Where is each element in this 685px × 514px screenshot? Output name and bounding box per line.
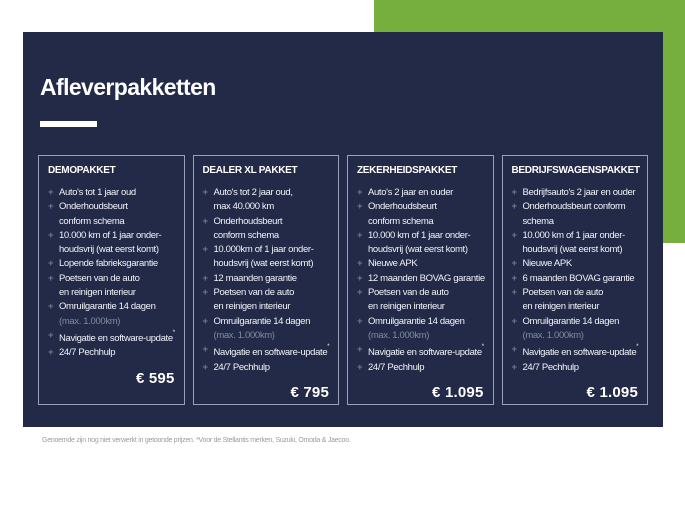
feature-item: [357, 361, 484, 375]
feature-line: + Onderhoudsbeurt conform: [523, 200, 639, 214]
feature-list: [512, 186, 639, 375]
feature-line: houdsvrij (wat eerst komt): [213, 258, 314, 270]
feature-line: conform schema: [59, 215, 125, 227]
feature-item: [512, 286, 639, 315]
feature-line: (max. 1.000km): [522, 329, 584, 341]
plus-bullet-icon: +: [202, 215, 208, 227]
plus-bullet-icon: +: [48, 347, 54, 359]
feature-item: [48, 229, 175, 258]
plus-bullet-icon: +: [202, 287, 208, 299]
feature-line: conform schema: [213, 229, 279, 241]
feature-line: + Nieuwe APK: [523, 257, 639, 271]
feature-line: + Auto's 2 jaar en ouder: [368, 186, 484, 200]
footnote-asterisk: *: [172, 329, 175, 336]
footnote: Genoemde zijn nog niet verwerkt in getoonde prijzen. *Voor de Stellantis merken, Suzuki, Omoda & Jaecoo.: [42, 437, 351, 444]
feature-item: [357, 343, 484, 360]
package-card: [347, 155, 494, 405]
package-price: € 1.095: [586, 384, 638, 402]
feature-line: en reinigen interieur: [59, 287, 136, 299]
plus-bullet-icon: +: [357, 201, 363, 213]
feature-item: [357, 186, 484, 200]
feature-line: + 24/7 Pechhulp: [214, 361, 330, 375]
package-name: DEALER XL PAKKET: [202, 165, 298, 176]
plus-bullet-icon: +: [48, 301, 54, 313]
feature-line: max 40.000 km: [213, 201, 274, 213]
plus-bullet-icon: +: [202, 244, 208, 256]
feature-line: (max. 1.000km): [59, 315, 121, 327]
feature-item: [512, 229, 639, 258]
feature-line: houdsvrij (wat eerst komt): [522, 244, 623, 256]
plus-bullet-icon: +: [48, 229, 54, 241]
feature-line: + Navigatie en software-update*: [48, 329, 175, 345]
plus-bullet-icon: +: [511, 287, 517, 299]
feature-line: + Auto's tot 1 jaar oud: [59, 186, 175, 200]
feature-item: [203, 315, 330, 344]
feature-line: + Lopende fabrieksgarantie: [59, 257, 175, 271]
feature-item: [203, 343, 330, 360]
feature-item: [357, 257, 484, 271]
feature-item: [48, 272, 175, 301]
package-card: [502, 155, 649, 405]
feature-line: + 12 maanden garantie: [214, 272, 330, 286]
feature-line: + Omruilgarantie 14 dagen: [523, 315, 639, 329]
package-price: € 795: [290, 384, 329, 402]
footnote-asterisk: *: [327, 344, 330, 351]
feature-list: [203, 186, 330, 375]
feature-line: en reinigen interieur: [368, 301, 445, 313]
feature-line: + Nieuwe APK: [368, 257, 484, 271]
footnote-asterisk: *: [636, 344, 639, 351]
plus-bullet-icon: +: [202, 187, 208, 198]
feature-item: [357, 286, 484, 315]
feature-line: + 24/7 Pechhulp: [523, 361, 639, 375]
plus-bullet-icon: +: [511, 201, 517, 213]
feature-line: + Poetsen van de auto: [214, 286, 330, 300]
plus-bullet-icon: +: [511, 187, 517, 198]
feature-line: + 10.000 km of 1 jaar onder-: [368, 229, 484, 243]
plus-bullet-icon: +: [202, 344, 208, 356]
feature-line: (max. 1.000km): [213, 329, 275, 341]
main-panel: [23, 32, 663, 427]
feature-line: + 6 maanden BOVAG garantie: [523, 272, 639, 286]
feature-item: [512, 361, 639, 375]
feature-line: (max. 1.000km): [368, 329, 430, 341]
feature-item: [512, 186, 639, 200]
feature-line: + Onderhoudsbeurt: [368, 200, 484, 214]
feature-item: [203, 272, 330, 286]
feature-line: + Omruilgarantie 14 dagen: [214, 315, 330, 329]
plus-bullet-icon: +: [202, 272, 208, 284]
feature-item: [48, 329, 175, 346]
plus-bullet-icon: +: [511, 315, 517, 327]
feature-line: conform schema: [368, 215, 434, 227]
plus-bullet-icon: +: [202, 361, 208, 373]
feature-item: [203, 243, 330, 272]
feature-line: + Onderhoudsbeurt: [214, 215, 330, 229]
plus-bullet-icon: +: [357, 272, 363, 284]
feature-item: [512, 272, 639, 286]
feature-list: [357, 186, 484, 375]
package-price: € 595: [135, 369, 175, 387]
feature-item: [48, 200, 175, 229]
feature-item: [357, 272, 484, 286]
feature-line: + Auto's tot 2 jaar oud,: [214, 186, 330, 200]
feature-line: + Onderhoudsbeurt: [59, 200, 175, 214]
feature-list: [48, 186, 175, 361]
plus-bullet-icon: +: [511, 344, 517, 356]
package-name: BEDRIJFSWAGENSPAKKET: [511, 165, 640, 176]
plus-bullet-icon: +: [357, 361, 363, 373]
feature-item: [357, 315, 484, 344]
feature-item: [48, 257, 175, 271]
feature-line: + Omruilgarantie 14 dagen: [368, 315, 484, 329]
feature-line: + Poetsen van de auto: [368, 286, 484, 300]
feature-item: [48, 300, 175, 329]
feature-line: schema: [522, 215, 554, 227]
plus-bullet-icon: +: [511, 229, 517, 241]
plus-bullet-icon: +: [357, 258, 363, 270]
feature-line: en reinigen interieur: [522, 301, 600, 313]
feature-item: [357, 229, 484, 258]
feature-line: houdsvrij (wat eerst komt): [59, 244, 159, 256]
feature-line: + 10.000 km of 1 jaar onder-: [59, 229, 175, 243]
plus-bullet-icon: +: [511, 258, 517, 270]
feature-line: + Omruilgarantie 14 dagen: [59, 300, 175, 314]
feature-item: [48, 346, 175, 360]
feature-item: [203, 286, 330, 315]
feature-item: [203, 186, 330, 215]
plus-bullet-icon: +: [48, 272, 54, 284]
feature-line: + 12 maanden BOVAG garantie: [368, 272, 484, 286]
feature-line: + 24/7 Pechhulp: [368, 361, 484, 375]
feature-line: en reinigen interieur: [213, 301, 291, 313]
feature-item: [512, 257, 639, 271]
feature-item: [357, 200, 484, 229]
plus-bullet-icon: +: [357, 229, 363, 241]
feature-item: [203, 215, 330, 244]
plus-bullet-icon: +: [511, 361, 517, 373]
feature-item: [512, 315, 639, 344]
feature-item: [48, 186, 175, 200]
package-card: [193, 155, 340, 405]
plus-bullet-icon: +: [202, 315, 208, 327]
feature-line: + Navigatie en software-update*: [202, 344, 330, 359]
plus-bullet-icon: +: [48, 187, 54, 198]
page-title: Afleverpakketten: [40, 74, 216, 100]
plus-bullet-icon: +: [511, 272, 517, 284]
plus-bullet-icon: +: [357, 187, 363, 198]
feature-item: [512, 200, 639, 229]
feature-line: + Navigatie en software-update*: [511, 344, 639, 359]
feature-item: [203, 361, 330, 375]
package-name: DEMOPAKKET: [48, 165, 116, 176]
plus-bullet-icon: +: [357, 287, 363, 299]
feature-line: + Poetsen van de auto: [523, 286, 639, 300]
plus-bullet-icon: +: [48, 201, 54, 213]
feature-line: + Poetsen van de auto: [59, 272, 175, 286]
plus-bullet-icon: +: [357, 344, 363, 356]
footnote-asterisk: *: [481, 344, 484, 351]
feature-line: + Bedrijfsauto's 2 jaar en ouder: [523, 186, 639, 200]
title-underline: [40, 121, 97, 127]
package-cards: [38, 155, 648, 405]
feature-line: + Navigatie en software-update*: [357, 344, 484, 359]
plus-bullet-icon: +: [357, 315, 363, 327]
feature-line: + 24/7 Pechhulp: [59, 346, 175, 360]
plus-bullet-icon: +: [48, 258, 54, 270]
feature-item: [512, 343, 639, 360]
feature-line: + 10.000km of 1 jaar onder-: [214, 243, 330, 257]
plus-bullet-icon: +: [48, 329, 54, 341]
feature-line: + 10.000 km of 1 jaar onder-: [523, 229, 639, 243]
package-name: ZEKERHEIDSPAKKET: [357, 165, 458, 176]
package-price: € 1.095: [432, 384, 484, 402]
feature-line: houdsvrij (wat eerst komt): [368, 244, 468, 256]
package-card: [38, 155, 185, 405]
